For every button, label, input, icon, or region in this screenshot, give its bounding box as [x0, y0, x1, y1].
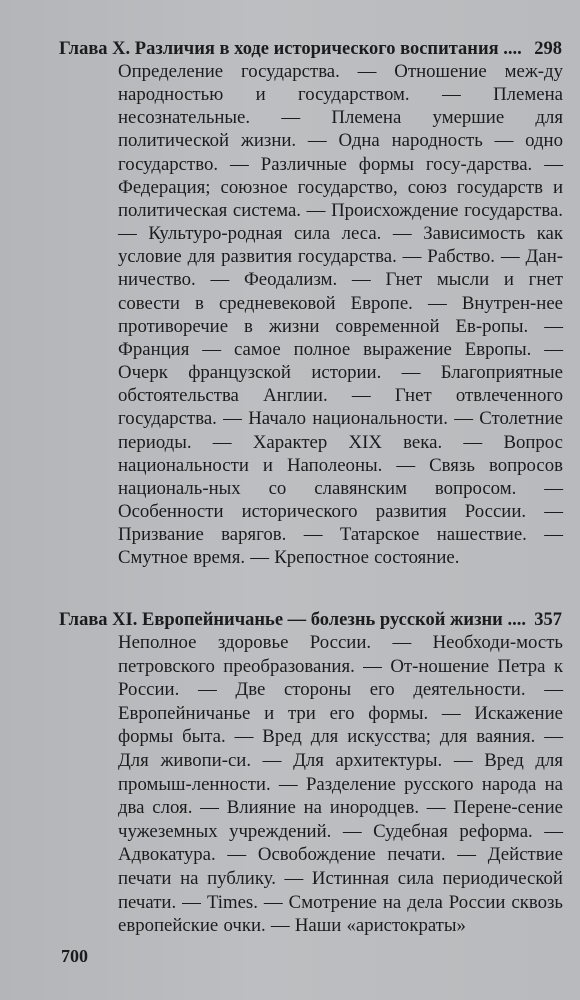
chapter-11-page-number: 357 — [534, 610, 562, 630]
chapter-10-summary: Определение государства. — Отношение меж-ду народностью и государством. — Племена несознательные. — Племена умершие для политической жизни. — Одна народность — одно государство. — Различные формы госу-дарства. — Федерация; союзное государство, союз государств и политическая система. — Происхождение государства. — Культуро-родная сила леса. — Зависимость как условие для развития государства. — Рабство. — Дан-ничество. — Феодализм. — Гнет мысли и гнет совести в средневековой Европе. — Внутрен-нее противоречие в жизни современной Ев-ропы. — Франция — самое полное выражение Европы. — Очерк французской истории. — Благоприятные обстоятельства Англии. — Гнет отвлеченного государства. — Начало национальности. — Столетние периоды. — Характер XIX века. — Вопрос национальности и Наполеоны. — Связь вопросов националь-ных со славянским вопросом. — Особенности исторического развития России. — Призвание варягов. — Татарское нашествие. — Смутное время. — Крепостное состояние. — [118, 61, 563, 569]
chapter-10-title: Глава X. Различия в ходе исторического воспитания .... — [59, 39, 522, 59]
chapter-11-entry — [0, 609, 580, 937]
chapter-11-title: Глава XI. Европейничанье — болезнь русской жизни .... — [59, 610, 526, 630]
page-folio-number: 700 — [61, 946, 88, 966]
chapter-11-summary: Неполное здоровье России. — Необходи-мость петровского преобразования. — От-ношение Петра к России. — Две стороны его деятельности. — Европейничанье и три его формы. — Искажение формы быта. — Вред для искусства; для ваяния. — Для живопи-си. — Для архитектуры. — Вред для промыш-ленности. — Разделение русского народа на два слоя. — Влияние на инородцев. — Перене-сение чужеземных учреждений. — Судебная реформа. — Адвокатура. — Освобождение печати. — Действие печати на публику. — Истинная сила периодической печати. — Times. — Смотрение на дела России сквозь европейские очки. — Наши «аристократы» — [118, 632, 563, 937]
chapter-11-heading-row — [0, 609, 580, 631]
chapter-10-heading-row — [0, 38, 580, 60]
chapter-10-entry — [0, 38, 580, 569]
chapter-10-page-number: 298 — [534, 39, 562, 59]
